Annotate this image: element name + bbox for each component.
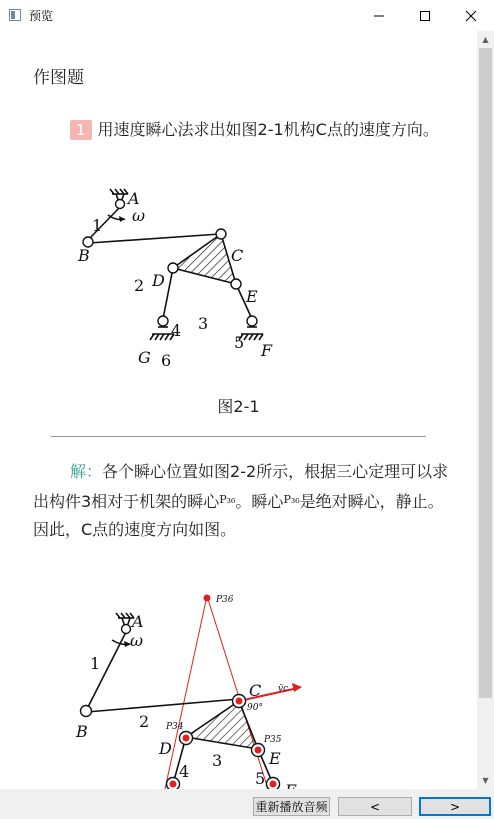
label-P36: P36 [216,595,234,605]
fig2-label-C: C [249,681,262,700]
label-link5: 5 [234,333,245,352]
p36-symbol-2: P₃₆ [283,493,300,506]
chevron-down-icon: ▼ [482,776,489,785]
bottom-toolbar [0,789,494,819]
label-F: F [261,341,273,360]
label-link3: 3 [198,314,209,333]
label-P35: P35 [264,735,282,745]
maximize-icon [420,11,430,21]
section-heading: 作图题 [33,68,84,88]
scroll-up-button[interactable] [477,31,494,48]
label-omega: ω [132,206,146,225]
fig2-label-link4: 4 [179,762,190,781]
vertical-scrollbar[interactable] [477,31,494,789]
fig2-label-D: D [159,739,172,758]
app-icon [9,9,21,21]
fig2-label-link5: 5 [255,769,266,788]
label-link6: 6 [161,351,172,370]
fig2-label-A: A [132,612,144,631]
label-G: G [138,348,151,367]
scroll-down-button[interactable] [477,772,494,789]
fig2-label-B: B [76,722,88,741]
question-number-badge: 1 [70,120,92,140]
next-button[interactable]: > [419,797,491,816]
label-link1: 1 [92,216,103,235]
figure-2-1 [70,181,290,371]
answer-part3: 是绝对瞬心，静止。因此，C点的速度方向如图。 [33,492,444,539]
answer-label: 解： [70,462,103,481]
label-E-visible: E [246,287,258,306]
label-angle: 90° [247,703,263,713]
title-bar [0,0,494,31]
fig2-label-link1: 1 [90,654,101,673]
window-title: 预览 [29,9,54,23]
label-D: D [152,271,165,290]
fig2-label-link2: 2 [139,712,150,731]
chevron-up-icon: ▲ [482,35,489,44]
fig2-label-omega: ω [130,631,144,650]
divider [51,436,426,437]
label-link4: 4 [171,321,182,340]
label-vc: v̄c [278,684,289,694]
answer-part1: 各个瞬心位置如图2-2所示，根据三心定理可以求出构件3相对于机架的瞬心 [33,462,449,511]
label-B: B [78,246,90,265]
minimize-icon [374,11,384,21]
answer-text [33,458,458,544]
label-P34: P34 [166,722,184,732]
figure-2-2 [70,584,330,789]
question-text [33,117,453,142]
minimize-button[interactable] [356,0,402,31]
fig2-label-link3: 3 [212,751,223,770]
close-icon [466,11,476,21]
close-button[interactable] [448,0,494,31]
replay-audio-button[interactable]: 重新播放音频 [253,797,330,816]
label-C: C [231,246,244,265]
p36-symbol: P₃₆ [219,493,236,506]
question-body: 用速度瞬心法求出如图2-1机构C点的速度方向。 [97,120,439,139]
figure-2-1-caption: 图2-1 [217,397,260,416]
scrollbar-thumb[interactable] [479,48,492,698]
document-view [0,31,477,789]
maximize-button[interactable] [402,0,448,31]
answer-part2: 。瞬心 [235,492,284,511]
label-A: A [128,189,140,208]
label-link2: 2 [134,276,145,295]
fig2-label-E: E [269,749,281,768]
previous-button[interactable]: < [338,797,412,816]
